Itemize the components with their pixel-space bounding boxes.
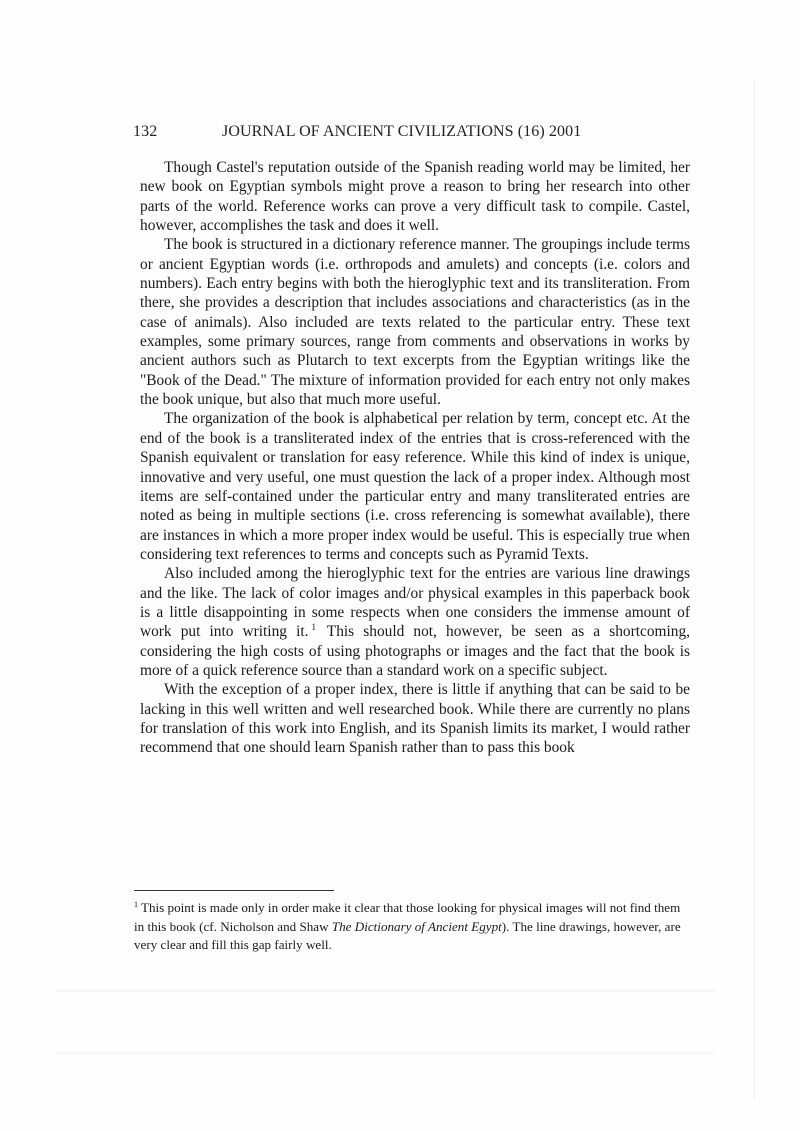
page-number: 132 xyxy=(133,123,158,140)
scan-edge-line xyxy=(754,80,755,1100)
scan-artifact-band xyxy=(55,990,715,992)
footnote xyxy=(134,899,682,955)
paragraph-text: This should not, however, be seen as a shortcoming, considering the high costs of using photographs or images and the fact that the book is more of a quick reference source than a standard work on a specific subject. xyxy=(140,623,691,679)
paragraph-text: Also included among the hieroglyphic text for the entries are various line drawings and the like. The lack of color images and/or physical examples in this paperback book is a little disappointing in some respects when one considers the immense amount of work put into writing it. xyxy=(140,565,690,641)
footnote-reference[interactable]: 1 xyxy=(311,622,316,633)
footnote-text: This point is made only in order make it clear that those looking for physical images will not find them in this book (cf. Nicholson and Shaw xyxy=(134,900,681,934)
paragraph: The organization of the book is alphabetical per relation by term, concept etc. At the end of the book is a transliterated index of the entries that is cross-referenced with the Spanish equivalent or translation for easy reference. While this kind of index is unique, innovative and very useful, one must question the lack of a proper index. Although most items are self-contained under the particular entry and many transliterated entries are noted as being in multiple sections (i.e. cross referencing is somewhat available), there are instances in which a more proper index would be useful. This is especially true when considering text references to terms and concepts such as Pyramid Texts. xyxy=(140,410,690,563)
running-header xyxy=(133,121,693,143)
paragraph: Though Castel's reputation outside of the Spanish reading world may be limited, her new book on Egyptian symbols might prove a reason to bring her research into other parts of the world. Reference works can prove a very difficult task to compile. Castel, however, accomplishes the task and does it well. xyxy=(140,159,690,235)
cited-book-title: The Dictionary of Ancient Egypt xyxy=(331,918,502,934)
footnote-marker: 1 xyxy=(134,900,138,909)
paragraph: The book is structured in a dictionary reference manner. The groupings include terms or ancient Egyptian words (i.e. orthropods and amulets) and concepts (i.e. colors and numbers). Each entry begins with both the hieroglyphic text and its transliteration. From there, she provides a description that includes associations and characteristics (as in the case of animals). Also included are texts related to the particular entry. These text examples, some primary sources, range from comments and observations in works by ancient authors such as Plutarch to text excerpts from the Egyptian writings like the "Book of the Dead." The mixture of information provided for each entry not only makes the book unique, but also that much more useful. xyxy=(140,236,690,409)
article-body xyxy=(140,158,690,758)
footnote-text: ). The line drawings, however, are very clear and fill this gap fairly well. xyxy=(134,918,681,953)
paragraph-with-footnote-ref xyxy=(140,564,690,680)
journal-title: JOURNAL OF ANCIENT CIVILIZATIONS (16) 2001 xyxy=(222,123,582,140)
scan-artifact-band xyxy=(55,1052,715,1054)
paragraph: With the exception of a proper index, there is little if anything that can be said to be lacking in this well written and well researched book. While there are currently no plans for translation of this work into English, and its Spanish limits its market, I would rather recommend that one should learn Spanish rather than to pass this book xyxy=(140,681,690,757)
footnote-separator xyxy=(134,890,334,891)
